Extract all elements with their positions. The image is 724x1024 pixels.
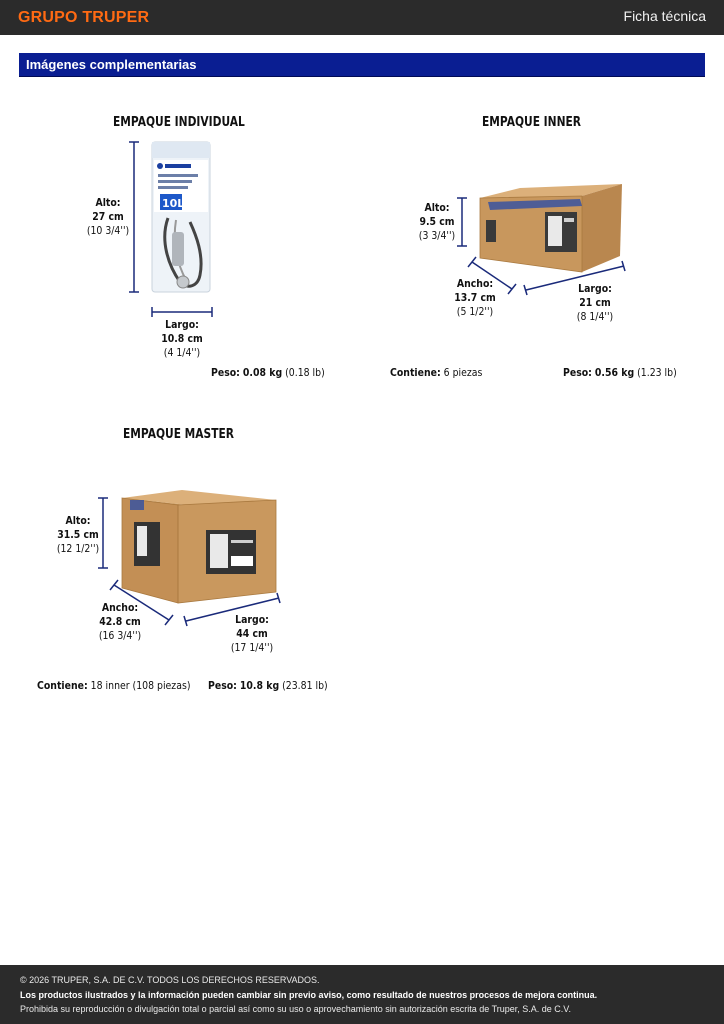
inner-largo-imperial: (8 1/4'') bbox=[576, 310, 614, 323]
master-ancho-imperial: (16 3/4'') bbox=[98, 629, 142, 642]
individual-title: EMPAQUE INDIVIDUAL bbox=[113, 115, 245, 130]
inner-alto-label: Alto: bbox=[424, 201, 450, 214]
individual-height-label bbox=[86, 196, 130, 238]
inner-peso-value: 0.56 kg bbox=[594, 366, 635, 379]
individual-largo-label: Largo: bbox=[165, 318, 199, 331]
inner-ancho-label: Ancho: bbox=[456, 277, 494, 290]
inner-ancho-value: 13.7 cm bbox=[454, 291, 496, 304]
individual-largo-imperial: (4 1/4'') bbox=[163, 346, 201, 359]
inner-height-label bbox=[416, 201, 459, 243]
inner-weight bbox=[563, 366, 677, 379]
footer-copyright: © 2026 TRUPER, S.A. DE C.V. TODOS LOS DERECHOS RESERVADOS. bbox=[20, 975, 320, 985]
inner-length-label bbox=[571, 282, 619, 324]
master-largo-imperial: (17 1/4'') bbox=[230, 641, 274, 654]
individual-alto-value: 27 cm bbox=[92, 210, 124, 223]
master-alto-imperial: (12 1/2'') bbox=[56, 542, 100, 555]
inner-contents bbox=[390, 366, 482, 379]
individual-package-image bbox=[152, 142, 210, 292]
document-type: Ficha técnica bbox=[623, 8, 706, 24]
master-contents bbox=[37, 679, 190, 692]
master-largo-value: 44 cm bbox=[236, 627, 268, 640]
inner-box-image bbox=[480, 184, 622, 272]
individual-length-indicator bbox=[152, 307, 212, 317]
inner-title: EMPAQUE INNER bbox=[482, 115, 581, 130]
individual-alto-imperial: (10 3/4'') bbox=[86, 224, 130, 237]
footer-prohibition: Prohibida su reproducción o divulgación total o parcial así como su uso o aprovechamiento sin autorización escrita de Truper, S.A. de C.V. bbox=[20, 1004, 571, 1014]
inner-alto-value: 9.5 cm bbox=[419, 215, 455, 228]
master-title: EMPAQUE MASTER bbox=[123, 427, 234, 442]
master-weight bbox=[208, 679, 328, 692]
individual-alto-label: Alto: bbox=[95, 196, 121, 209]
master-box-image bbox=[122, 490, 276, 603]
master-height-label bbox=[56, 514, 100, 556]
individual-weight bbox=[211, 366, 325, 379]
master-ancho-value: 42.8 cm bbox=[99, 615, 141, 628]
inner-largo-label: Largo: bbox=[578, 282, 612, 295]
individual-peso-imperial: (0.18 lb) bbox=[285, 366, 325, 379]
master-largo-label: Largo: bbox=[235, 613, 269, 626]
inner-contiene-value: 6 piezas bbox=[443, 366, 483, 379]
master-ancho-label: Ancho: bbox=[101, 601, 139, 614]
inner-largo-value: 21 cm bbox=[579, 296, 611, 309]
brand-logo: GRUPO TRUPER bbox=[18, 9, 150, 26]
individual-largo-value: 10.8 cm bbox=[161, 332, 203, 345]
inner-peso-label: Peso: bbox=[563, 366, 592, 379]
section-title: Imágenes complementarias bbox=[26, 57, 197, 72]
inner-contiene-label: Contiene: bbox=[390, 366, 441, 379]
master-width-label bbox=[95, 601, 146, 643]
master-contiene-value: 18 inner (108 piezas) bbox=[90, 679, 191, 692]
inner-width-label bbox=[451, 277, 499, 319]
individual-height-indicator bbox=[129, 142, 139, 292]
master-length-label bbox=[227, 613, 278, 655]
inner-peso-imperial: (1.23 lb) bbox=[637, 366, 677, 379]
individual-length-label bbox=[157, 318, 208, 360]
individual-peso-label: Peso: bbox=[211, 366, 240, 379]
footer-notice: Los productos ilustrados y la información pueden cambiar sin previo aviso, como resultado de nuestros procesos de mejora continua. bbox=[20, 990, 598, 1000]
master-contiene-label: Contiene: bbox=[37, 679, 88, 692]
footer bbox=[0, 965, 724, 1024]
master-peso-label: Peso: bbox=[208, 679, 237, 692]
inner-height-indicator bbox=[457, 198, 467, 246]
master-alto-label: Alto: bbox=[65, 514, 91, 527]
master-peso-value: 10.8 kg bbox=[239, 679, 280, 692]
master-peso-imperial: (23.81 lb) bbox=[282, 679, 328, 692]
product-capacity: 10L bbox=[162, 197, 185, 210]
master-alto-value: 31.5 cm bbox=[57, 528, 99, 541]
inner-alto-imperial: (3 3/4'') bbox=[418, 229, 456, 242]
inner-ancho-imperial: (5 1/2'') bbox=[456, 305, 494, 318]
individual-peso-value: 0.08 kg bbox=[242, 366, 283, 379]
